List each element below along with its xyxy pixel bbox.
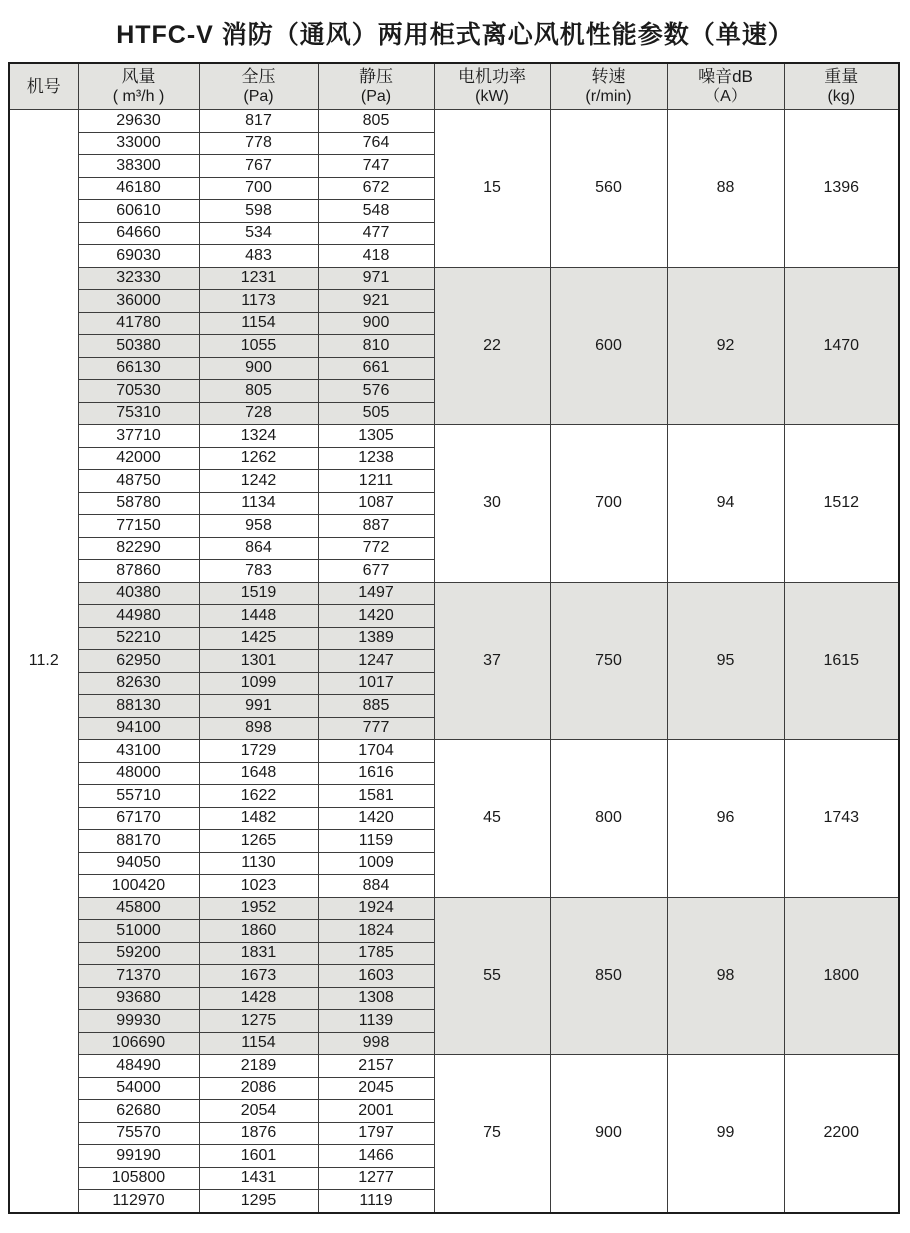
cell-airflow: 41780 — [78, 312, 199, 335]
cell-airflow: 51000 — [78, 920, 199, 943]
cell-static-pressure: 1009 — [318, 852, 434, 875]
cell-total-pressure: 1055 — [199, 335, 318, 358]
cell-airflow: 48750 — [78, 470, 199, 493]
column-label: 电机功率 — [458, 66, 526, 86]
cell-static-pressure: 1305 — [318, 425, 434, 448]
cell-airflow: 67170 — [78, 807, 199, 830]
cell-total-pressure: 1301 — [199, 650, 318, 673]
column-label: 风量 — [121, 66, 156, 86]
cell-machine-no: 11.2 — [9, 110, 78, 1213]
cell-static-pressure: 1797 — [318, 1122, 434, 1145]
cell-speed: 560 — [550, 110, 667, 268]
cell-airflow: 45800 — [78, 897, 199, 920]
cell-total-pressure: 1130 — [199, 852, 318, 875]
cell-motor-power: 30 — [434, 425, 550, 583]
cell-static-pressure: 1389 — [318, 627, 434, 650]
column-header-total-pressure — [199, 63, 318, 110]
cell-weight: 1396 — [784, 110, 899, 268]
cell-airflow: 112970 — [78, 1190, 199, 1213]
cell-total-pressure: 1428 — [199, 987, 318, 1010]
cell-static-pressure: 677 — [318, 560, 434, 583]
cell-total-pressure: 1622 — [199, 785, 318, 808]
cell-total-pressure: 958 — [199, 515, 318, 538]
column-label: 静压 — [359, 66, 393, 86]
cell-airflow: 82290 — [78, 537, 199, 560]
cell-noise: 96 — [667, 740, 784, 898]
cell-total-pressure: 898 — [199, 717, 318, 740]
table-row — [9, 425, 899, 448]
cell-static-pressure: 998 — [318, 1032, 434, 1055]
cell-noise: 99 — [667, 1055, 784, 1213]
cell-airflow: 94050 — [78, 852, 199, 875]
column-unit: (r/min) — [585, 88, 632, 106]
cell-total-pressure: 1324 — [199, 425, 318, 448]
cell-airflow: 82630 — [78, 672, 199, 695]
cell-airflow: 64660 — [78, 222, 199, 245]
cell-speed: 600 — [550, 267, 667, 425]
column-unit: (kg) — [827, 88, 856, 106]
cell-static-pressure: 1087 — [318, 492, 434, 515]
cell-motor-power: 15 — [434, 110, 550, 268]
cell-total-pressure: 900 — [199, 357, 318, 380]
cell-weight: 1743 — [784, 740, 899, 898]
cell-static-pressure: 747 — [318, 155, 434, 178]
cell-airflow: 29630 — [78, 110, 199, 133]
cell-airflow: 66130 — [78, 357, 199, 380]
column-header-motor-power — [434, 63, 550, 110]
cell-static-pressure: 1466 — [318, 1145, 434, 1168]
cell-static-pressure: 1159 — [318, 830, 434, 853]
cell-airflow: 75570 — [78, 1122, 199, 1145]
cell-static-pressure: 1420 — [318, 605, 434, 628]
cell-airflow: 32330 — [78, 267, 199, 290]
cell-static-pressure: 477 — [318, 222, 434, 245]
column-header-machine-no — [9, 63, 78, 110]
column-header-weight — [784, 63, 899, 110]
cell-weight: 1615 — [784, 582, 899, 740]
column-label: 转速 — [591, 66, 626, 86]
cell-static-pressure: 1277 — [318, 1167, 434, 1190]
cell-speed: 700 — [550, 425, 667, 583]
cell-airflow: 50380 — [78, 335, 199, 358]
cell-noise: 92 — [667, 267, 784, 425]
cell-static-pressure: 418 — [318, 245, 434, 268]
cell-static-pressure: 1497 — [318, 582, 434, 605]
cell-static-pressure: 1824 — [318, 920, 434, 943]
cell-airflow: 37710 — [78, 425, 199, 448]
column-header-speed — [550, 63, 667, 110]
cell-total-pressure: 778 — [199, 132, 318, 155]
cell-total-pressure: 1275 — [199, 1010, 318, 1033]
cell-noise: 98 — [667, 897, 784, 1055]
cell-total-pressure: 1425 — [199, 627, 318, 650]
cell-total-pressure: 1448 — [199, 605, 318, 628]
cell-static-pressure: 1924 — [318, 897, 434, 920]
cell-static-pressure: 1238 — [318, 447, 434, 470]
cell-speed: 750 — [550, 582, 667, 740]
cell-motor-power: 37 — [434, 582, 550, 740]
cell-total-pressure: 598 — [199, 200, 318, 223]
cell-static-pressure: 548 — [318, 200, 434, 223]
cell-airflow: 52210 — [78, 627, 199, 650]
cell-airflow: 58780 — [78, 492, 199, 515]
cell-static-pressure: 2045 — [318, 1077, 434, 1100]
cell-airflow: 54000 — [78, 1077, 199, 1100]
column-header-airflow — [78, 63, 199, 110]
cell-total-pressure: 1023 — [199, 875, 318, 898]
cell-static-pressure: 1603 — [318, 965, 434, 988]
cell-motor-power: 45 — [434, 740, 550, 898]
cell-total-pressure: 1601 — [199, 1145, 318, 1168]
cell-speed: 850 — [550, 897, 667, 1055]
cell-airflow: 43100 — [78, 740, 199, 763]
cell-total-pressure: 2054 — [199, 1100, 318, 1123]
cell-total-pressure: 1295 — [199, 1190, 318, 1213]
cell-airflow: 55710 — [78, 785, 199, 808]
cell-total-pressure: 1242 — [199, 470, 318, 493]
cell-total-pressure: 1831 — [199, 942, 318, 965]
table-header — [9, 63, 899, 110]
cell-total-pressure: 1173 — [199, 290, 318, 313]
cell-airflow: 105800 — [78, 1167, 199, 1190]
cell-static-pressure: 1704 — [318, 740, 434, 763]
cell-airflow: 77150 — [78, 515, 199, 538]
cell-total-pressure: 1729 — [199, 740, 318, 763]
table-row — [9, 740, 899, 763]
cell-static-pressure: 1247 — [318, 650, 434, 673]
cell-total-pressure: 1673 — [199, 965, 318, 988]
cell-static-pressure: 777 — [318, 717, 434, 740]
cell-static-pressure: 885 — [318, 695, 434, 718]
cell-static-pressure: 1581 — [318, 785, 434, 808]
cell-airflow: 36000 — [78, 290, 199, 313]
column-label: 噪音dB — [698, 66, 753, 86]
cell-airflow: 33000 — [78, 132, 199, 155]
cell-static-pressure: 764 — [318, 132, 434, 155]
cell-airflow: 94100 — [78, 717, 199, 740]
cell-static-pressure: 805 — [318, 110, 434, 133]
cell-weight: 1512 — [784, 425, 899, 583]
cell-airflow: 93680 — [78, 987, 199, 1010]
cell-static-pressure: 661 — [318, 357, 434, 380]
cell-static-pressure: 810 — [318, 335, 434, 358]
cell-weight: 1800 — [784, 897, 899, 1055]
column-unit: (Pa) — [360, 88, 392, 106]
cell-static-pressure: 1308 — [318, 987, 434, 1010]
column-unit: （A） — [704, 88, 747, 106]
cell-total-pressure: 1876 — [199, 1122, 318, 1145]
column-header-static-pressure — [318, 63, 434, 110]
cell-total-pressure: 1648 — [199, 762, 318, 785]
table-row — [9, 110, 899, 133]
cell-airflow: 42000 — [78, 447, 199, 470]
cell-total-pressure: 783 — [199, 560, 318, 583]
cell-airflow: 48000 — [78, 762, 199, 785]
cell-total-pressure: 2189 — [199, 1055, 318, 1078]
table-row — [9, 267, 899, 290]
cell-total-pressure: 817 — [199, 110, 318, 133]
cell-speed: 900 — [550, 1055, 667, 1213]
cell-static-pressure: 2157 — [318, 1055, 434, 1078]
cell-static-pressure: 772 — [318, 537, 434, 560]
cell-speed: 800 — [550, 740, 667, 898]
cell-total-pressure: 1262 — [199, 447, 318, 470]
cell-static-pressure: 884 — [318, 875, 434, 898]
cell-total-pressure: 1860 — [199, 920, 318, 943]
cell-total-pressure: 1231 — [199, 267, 318, 290]
cell-total-pressure: 1154 — [199, 1032, 318, 1055]
cell-airflow: 88170 — [78, 830, 199, 853]
column-unit: (Pa) — [243, 88, 274, 106]
cell-static-pressure: 576 — [318, 380, 434, 403]
cell-airflow: 88130 — [78, 695, 199, 718]
cell-total-pressure: 2086 — [199, 1077, 318, 1100]
cell-airflow: 40380 — [78, 582, 199, 605]
cell-noise: 95 — [667, 582, 784, 740]
cell-weight: 2200 — [784, 1055, 899, 1213]
cell-total-pressure: 1482 — [199, 807, 318, 830]
cell-motor-power: 75 — [434, 1055, 550, 1213]
cell-airflow: 60610 — [78, 200, 199, 223]
cell-airflow: 99930 — [78, 1010, 199, 1033]
cell-motor-power: 22 — [434, 267, 550, 425]
cell-static-pressure: 1211 — [318, 470, 434, 493]
cell-static-pressure: 505 — [318, 402, 434, 425]
column-unit: ( m³/h ) — [112, 88, 165, 106]
cell-noise: 94 — [667, 425, 784, 583]
cell-static-pressure: 1119 — [318, 1190, 434, 1213]
cell-total-pressure: 534 — [199, 222, 318, 245]
column-header-noise — [667, 63, 784, 110]
cell-static-pressure: 672 — [318, 177, 434, 200]
cell-weight: 1470 — [784, 267, 899, 425]
cell-static-pressure: 1616 — [318, 762, 434, 785]
cell-airflow: 48490 — [78, 1055, 199, 1078]
cell-airflow: 59200 — [78, 942, 199, 965]
cell-airflow: 38300 — [78, 155, 199, 178]
performance-table — [8, 62, 900, 1214]
cell-airflow: 70530 — [78, 380, 199, 403]
cell-airflow: 62950 — [78, 650, 199, 673]
cell-airflow: 44980 — [78, 605, 199, 628]
cell-static-pressure: 971 — [318, 267, 434, 290]
table-row — [9, 1055, 899, 1078]
cell-total-pressure: 728 — [199, 402, 318, 425]
cell-total-pressure: 1154 — [199, 312, 318, 335]
cell-airflow: 62680 — [78, 1100, 199, 1123]
cell-static-pressure: 1785 — [318, 942, 434, 965]
table-row — [9, 897, 899, 920]
cell-airflow: 71370 — [78, 965, 199, 988]
header-row — [9, 63, 899, 110]
cell-total-pressure: 1431 — [199, 1167, 318, 1190]
cell-airflow: 87860 — [78, 560, 199, 583]
cell-airflow: 100420 — [78, 875, 199, 898]
cell-static-pressure: 887 — [318, 515, 434, 538]
cell-total-pressure: 864 — [199, 537, 318, 560]
cell-total-pressure: 1134 — [199, 492, 318, 515]
cell-airflow: 69030 — [78, 245, 199, 268]
table-body — [9, 110, 899, 1213]
cell-motor-power: 55 — [434, 897, 550, 1055]
column-unit: (kW) — [475, 88, 509, 106]
page-title: HTFC-V 消防（通风）两用柜式离心风机性能参数（单速） — [116, 21, 794, 49]
cell-static-pressure: 2001 — [318, 1100, 434, 1123]
column-label: 重量 — [824, 66, 859, 86]
column-label: 全压 — [241, 66, 276, 86]
cell-airflow: 46180 — [78, 177, 199, 200]
cell-static-pressure: 900 — [318, 312, 434, 335]
cell-total-pressure: 991 — [199, 695, 318, 718]
table-row — [9, 582, 899, 605]
cell-total-pressure: 805 — [199, 380, 318, 403]
cell-static-pressure: 921 — [318, 290, 434, 313]
column-label: 机号 — [26, 76, 61, 96]
cell-airflow: 99190 — [78, 1145, 199, 1168]
cell-total-pressure: 1099 — [199, 672, 318, 695]
cell-total-pressure: 767 — [199, 155, 318, 178]
cell-total-pressure: 1519 — [199, 582, 318, 605]
cell-airflow: 106690 — [78, 1032, 199, 1055]
cell-airflow: 75310 — [78, 402, 199, 425]
cell-static-pressure: 1420 — [318, 807, 434, 830]
cell-total-pressure: 1952 — [199, 897, 318, 920]
cell-static-pressure: 1017 — [318, 672, 434, 695]
cell-total-pressure: 1265 — [199, 830, 318, 853]
cell-noise: 88 — [667, 110, 784, 268]
cell-total-pressure: 700 — [199, 177, 318, 200]
cell-total-pressure: 483 — [199, 245, 318, 268]
cell-static-pressure: 1139 — [318, 1010, 434, 1033]
